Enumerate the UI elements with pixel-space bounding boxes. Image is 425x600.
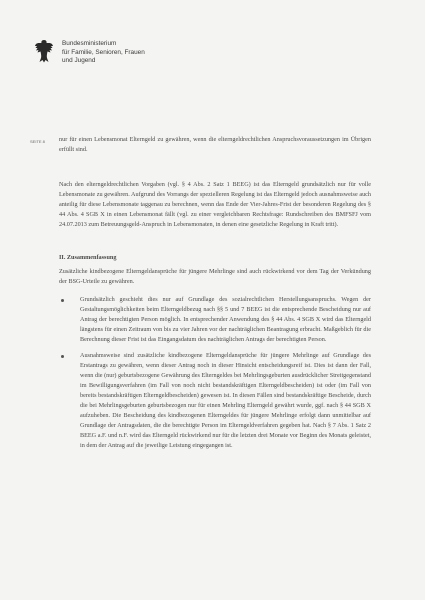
summary-bullet-list [59,295,371,457]
bullet-icon [61,355,64,358]
ministry-line-3: und Jugend [62,57,96,65]
list-item [59,295,371,345]
ministry-line-1: Bundesministerium [62,40,117,47]
paragraph-legal-basis: Nach den elterngeldrechtlichen Vorgaben (vgl. § 4 Abs. 2 Satz 1 BEEG) ist das Elterngeld grundsätzlich nur für volle Lebensmonate zu gewähren. Aufgrund des Vorrangs der spezielleren Regelung ist das Elterngeld jedoch ausnahmsweise auch anteilig für diese Lebensmonate taggenau zu berechnen, wenn das Ende der Vier-Jahres-Frist der besonderen Regelung des § 44 Abs. 4 SGB X in einen Lebensmonat fällt (vgl. zu einer vergleichbaren Rechtsfrage: Rundschreiben des BMFSFJ vom 24.07.2013 zum Betreuungsgeld-Anspruch in Lebensmonaten, in denen eine gesetzliche Regelung in Kraft tritt). [59,181,371,228]
section-heading: II. Zusammenfassung [59,254,117,261]
federal-eagle-icon [34,38,54,64]
paragraph-continuation: nur für einen Lebensmonat Elterngeld zu gewähren, wenn die elterngeldrechtlichen Anspruchsvoraussetzungen im Übrigen erfüllt sind. [59,136,371,153]
ministry-line-2: für Familie, Senioren, Frauen [62,48,145,56]
bullet-text: Grundsätzlich geschieht dies nur auf Grundlage des sozialrechtlichen Herstellungsanspruchs. Wegen der Gestaltungsmöglichkeiten beim Elterngeldbezug nach §§ 5 und 7 BEEG ist die entsprechende Bescheidung nur auf Antrag der berechtigten Person möglich. In entsprechender Anwendung des § 44 Abs. 4 SGB X wird das Elterngeld längstens für einen Zeitraum von bis zu vier Jahren vor der nachträglichen Beantragung erbracht. Maßgeblich für die Berechnung dieser Frist ist das Eingangsdatum des nachträglichen Antrags der berechtigten Person. [80,296,371,343]
bullet-icon [61,299,64,302]
paragraph-summary-intro: Zusätzliche kindbezogene Elterngeldansprüche für jüngere Mehrlinge sind auch rückwirkend vor dem Tag der Verkündung der BSG-Urteile zu gewähren. [59,268,371,285]
page-number: SEITE 8 [30,139,45,144]
ministry-name [62,40,145,66]
bullet-text: Ausnahmsweise sind zusätzliche kindbezogene Elterngeldansprüche für jüngere Mehrlinge auf Grundlage des Erstantrags zu gewähren, wenn dieser Antrag noch in dieser Hinsicht entscheidungsreif ist. Dies ist dann der Fall, wenn die (nur) geburtsbezogene Gewährung des Elterngeldes bei Mehrlingsgeburten ausdrücklicher Streitgegenstand im Bewilligungsverfahren (im Fall von noch nicht bestandskräftigen Elterngeldbescheiden) ist oder (im Fall von bereits bestandskräftigen Elterngeldbescheiden) gewesen ist. In diesen Fällen sind bestandskräftige Bescheide, durch die bei Mehrlingsgeburten geburtsbezogen nur für einen Mehrling Elterngeld gewährt wurde, ggf. nach § 44 SGB X aufzuheben. Die Bescheidung des kindbezogenen Elterngeldes für jüngere Mehrlinge erfolgt dann unmittelbar auf Grundlage der Antragsdaten, die die berechtigte Person im Elterngeldverfahren gegeben hat. Nach § 7 Abs. 1 Satz 2 BEEG a.F. und n.F. wird das Elterngeld rückwirkend nur für die letzten drei Monate vor Beginn des Monats geleistet, in dem der Antrag auf die jeweilige Leistung eingegangen ist. [80,352,371,449]
list-item [59,351,371,451]
